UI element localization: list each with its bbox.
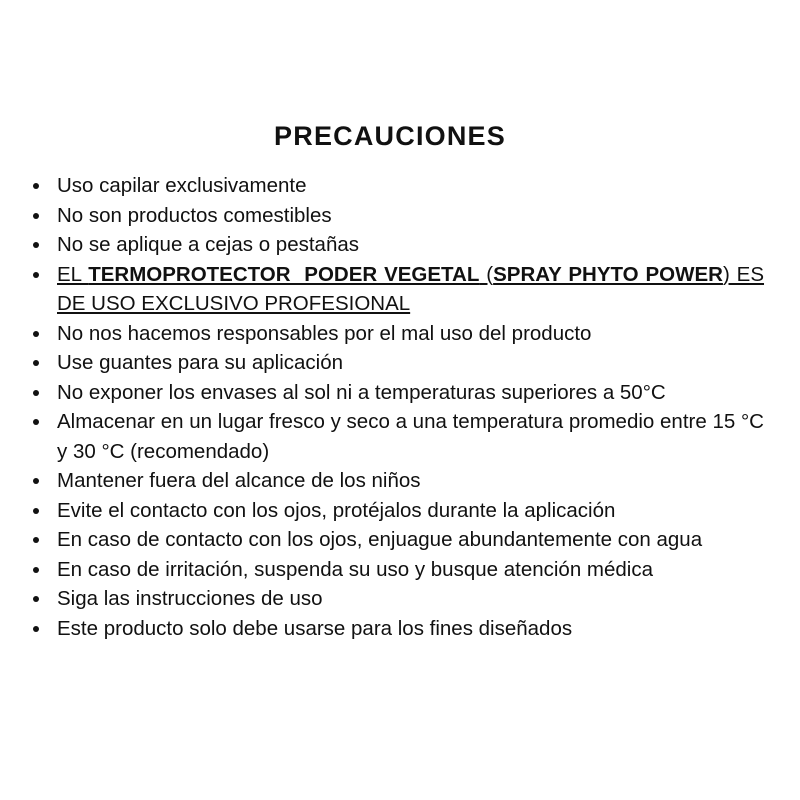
- bullet-icon: [33, 213, 39, 219]
- list-item: [30, 319, 764, 349]
- bullet-icon: [33, 272, 39, 278]
- bullet-icon: [33, 331, 39, 337]
- list-item: [30, 378, 764, 408]
- list-item-text: No son productos comestibles: [57, 203, 332, 227]
- list-item-text: No nos hacemos responsables por el mal uso del producto: [57, 321, 592, 345]
- notice-prefix: EL: [57, 262, 89, 286]
- bullet-icon: [33, 567, 39, 573]
- list-item: [30, 171, 764, 201]
- list-item-text: Mantener fuera del alcance de los niños: [57, 469, 421, 492]
- list-item: [30, 230, 764, 260]
- list-item-text: No exponer los envases al sol ni a temperaturas superiores a 50°C: [57, 380, 666, 404]
- list-item-professional-use: [30, 260, 764, 319]
- bullet-icon: [33, 183, 39, 189]
- bullet-icon: [33, 596, 39, 602]
- list-item-text: En caso de irritación, suspenda su uso y busque atención médica: [57, 557, 654, 581]
- precautions-list: [30, 171, 764, 643]
- list-item-text: Evite el contacto con los ojos, protéjalos durante la aplicación: [57, 498, 616, 522]
- list-item-text: En caso de contacto con los ojos, enjuague abundantemente con agua: [57, 528, 703, 551]
- notice-suffix: ) ES DE USO EXCLUSIVO PROFESIONAL: [57, 262, 765, 315]
- list-item: [30, 201, 764, 231]
- list-item-text: Uso capilar exclusivamente: [57, 174, 307, 197]
- list-item: [30, 348, 764, 378]
- list-item: [30, 466, 764, 496]
- list-item: [30, 496, 764, 526]
- bullet-icon: [33, 390, 39, 396]
- notice-paren-open: (: [479, 262, 494, 286]
- list-item: [30, 584, 764, 614]
- bullet-icon: [33, 626, 39, 632]
- list-item: [30, 614, 764, 644]
- product-name: TERMOPROTECTOR PODER VEGETAL: [88, 262, 480, 286]
- list-item: [30, 555, 764, 585]
- list-item-text: Almacenar en un lugar fresco y seco a una temperatura promedio entre 15 °C y 30 °C (recomendado): [57, 410, 764, 463]
- list-item-text: Siga las instrucciones de uso: [57, 587, 323, 610]
- product-alt-name: SPRAY PHYTO POWER: [493, 262, 723, 286]
- bullet-icon: [33, 242, 39, 248]
- bullet-icon: [33, 360, 39, 366]
- list-item: [30, 407, 764, 466]
- list-item-text: Use guantes para su aplicación: [57, 351, 344, 374]
- list-item-text: No se aplique a cejas o pestañas: [57, 233, 360, 256]
- bullet-icon: [33, 508, 39, 514]
- bullet-icon: [33, 478, 39, 484]
- page-title: PRECAUCIONES: [274, 121, 506, 151]
- list-item-text: Este producto solo debe usarse para los fines diseñados: [57, 616, 573, 640]
- professional-use-notice: [57, 263, 764, 316]
- bullet-icon: [33, 537, 39, 543]
- bullet-icon: [33, 419, 39, 425]
- list-item: [30, 525, 764, 555]
